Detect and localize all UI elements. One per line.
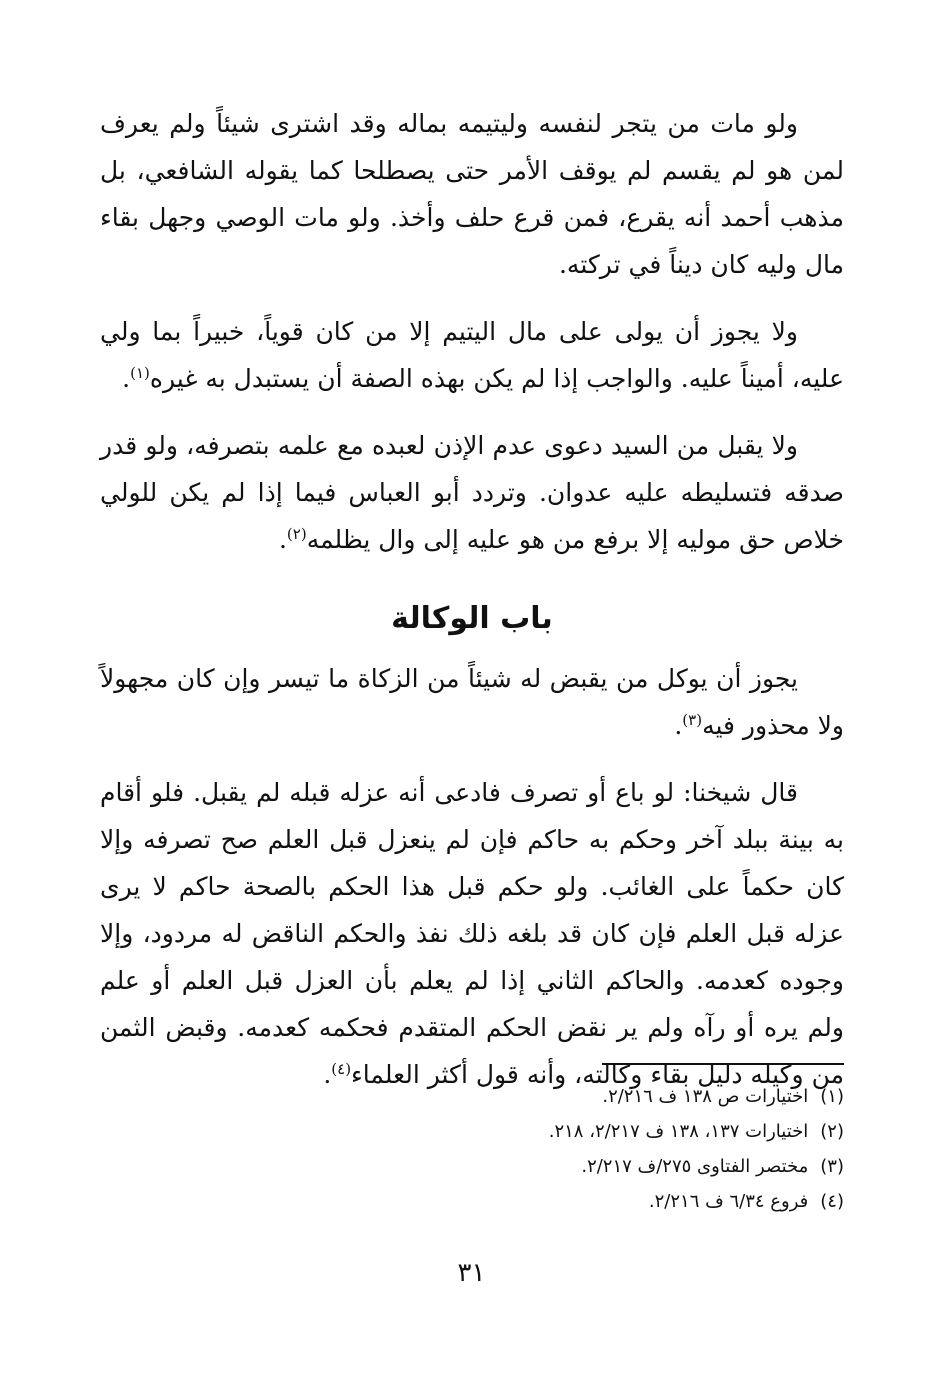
- footnote-number: (٣): [820, 1156, 844, 1177]
- footnote-1: [100, 1079, 844, 1114]
- footnote-number: (١): [820, 1086, 844, 1107]
- page-number: ٣١: [457, 1258, 486, 1288]
- footnote-number: (٢): [820, 1121, 844, 1142]
- paragraph-3-text: ولا يقبل من السيد دعوى عدم الإذن لعبده مع علمه بتصرفه، ولو قدر صدقه فتسليطه عليه عدوان. وتردد أبو العباس فيما إذا لم يكن للولي خلاص حق موليه إلا برفع من هو عليه إلى وال يظلمه: [100, 431, 844, 554]
- footnote-text: اختيارات ص ١٣٨ ف ٢/٢١٦.: [602, 1086, 809, 1107]
- footnote-text: مختصر الفتاوى ٢٧٥/ف ٢/٢١٧.: [581, 1156, 809, 1177]
- paragraph-2: [100, 308, 844, 402]
- paragraph-5-text: قال شيخنا: لو باع أو تصرف فادعى أنه عزله قبله لم يقبل. فلو أقام به بينة ببلد آخر وحكم به حاكم فإن لم ينعزل قبل العلم صح تصرفه وإلا كان حكماً على الغائب. ولو حكم قبل هذا الحكم بالصحة حاكم لا يرى عزله قبل العلم فإن كان قد بلغه ذلك نفذ والحكم الناقض له مردود، وإلا وجوده كعدمه. والحاكم الثاني إذا لم يعلم بأن العزل قبل العلم أو علم ولم يره أو رآه ولم ير نقض الحكم المتقدم فحكمه كعدمه. وقبض الثمن من وكيله دليل بقاء وكالته، وأنه قول أكثر العلماء: [100, 778, 844, 1089]
- section-heading: باب الوكالة: [391, 601, 553, 636]
- paragraph-4: [100, 655, 844, 749]
- main-text: [100, 100, 844, 1098]
- paragraph-4-end: .: [674, 711, 683, 740]
- paragraph-1: [100, 100, 844, 288]
- footnote-ref-1: (١): [130, 364, 150, 382]
- footnote-text: اختيارات ١٣٧، ١٣٨ ف ٢/٢١٧، ٢١٨.: [548, 1121, 809, 1142]
- footnote-4: [100, 1184, 844, 1219]
- paragraph-5: [100, 769, 844, 1098]
- paragraph-2-end: .: [122, 364, 131, 393]
- footnote-3: [100, 1149, 844, 1184]
- paragraph-3-end: .: [278, 525, 287, 554]
- footnote-2: [100, 1114, 844, 1149]
- footnote-ref-2: (٢): [286, 525, 307, 543]
- footnote-ref-3: (٣): [682, 711, 703, 729]
- paragraph-5-end: .: [323, 1060, 332, 1089]
- paragraph-1-text: ولو مات من يتجر لنفسه وليتيمه بماله وقد اشترى شيئاً ولم يعرف لمن هو لم يقسم لم يوقف الأمر حتى يصطلحا كما يقوله الشافعي، بل مذهب أحمد أنه يقرع، فمن قرع حلف وأخذ. ولو مات الوصي وجهل بقاء مال وليه كان ديناً في تركته.: [100, 109, 844, 279]
- footnote-list: [100, 1079, 844, 1219]
- footnote-ref-4: (٤): [331, 1060, 352, 1078]
- paragraph-3: [100, 422, 844, 563]
- footnote-text: فروع ٦/٣٤ ف ٢/٢١٦.: [648, 1191, 809, 1212]
- paragraph-2-text: ولا يجوز أن يولى على مال اليتيم إلا من كان قوياً، خبيراً بما ولي عليه، أميناً عليه. والواجب إذا لم يكن بهذه الصفة أن يستبدل به غيره: [100, 317, 844, 393]
- footnote-separator: [602, 1063, 844, 1065]
- paragraph-4-text: يجوز أن يوكل من يقبض له شيئاً من الزكاة ما تيسر وإن كان مجهولاً ولا محذور فيه: [100, 664, 844, 740]
- footnote-number: (٤): [820, 1191, 844, 1212]
- footnotes: [100, 1063, 844, 1219]
